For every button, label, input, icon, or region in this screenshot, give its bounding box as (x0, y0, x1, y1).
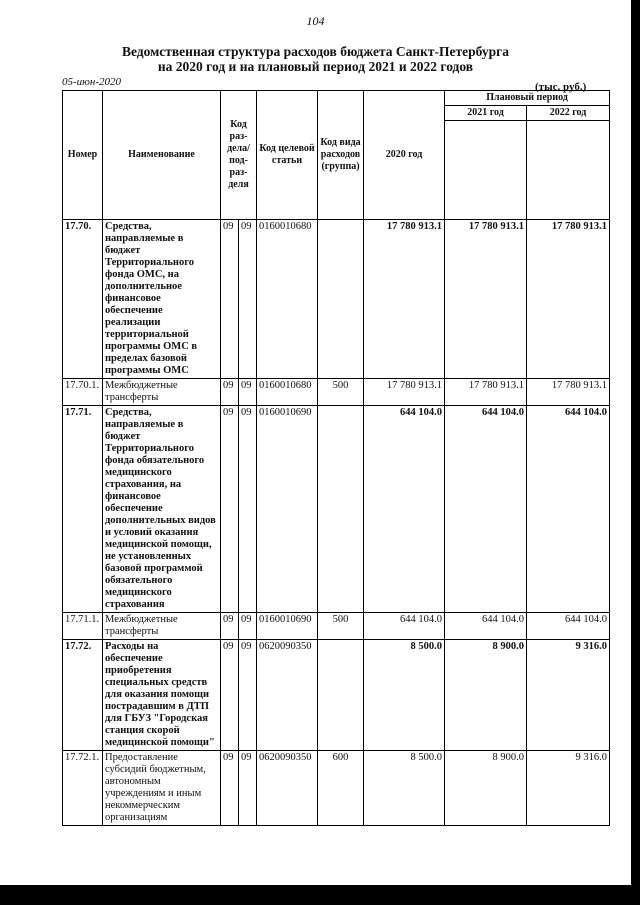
title-line-2: на 2020 год и на плановый период 2021 и 2022 годов (157, 59, 474, 74)
row-amount-2022: 9 316.0 (527, 751, 610, 826)
row-section: 09 (221, 406, 239, 613)
row-target-code: 0160010680 (257, 220, 318, 379)
table-row (63, 406, 610, 613)
row-number: 17.72.1. (63, 751, 103, 826)
row-expense-type: 600 (318, 751, 364, 826)
row-expense-type (318, 220, 364, 379)
row-amount-2021: 8 900.0 (445, 640, 527, 751)
row-amount-2020: 8 500.0 (364, 640, 445, 751)
row-number: 17.70. (63, 220, 103, 379)
header-planned-period: Плановый период (445, 91, 610, 106)
row-subsection: 09 (239, 220, 257, 379)
header-2021: 2021 год (445, 106, 527, 121)
header-blank-2022 (527, 121, 610, 220)
row-name: Средства, направляемые в бюджет Территориального фонда обязательного медицинского страхования, на финансовое обеспечение дополнительных видов и условий оказания медицинской помощи, не установленных базовой программой обязательного медицинского страхования (103, 406, 221, 613)
row-subsection: 09 (239, 613, 257, 640)
row-amount-2020: 8 500.0 (364, 751, 445, 826)
row-section: 09 (221, 379, 239, 406)
page-number: 104 (306, 14, 325, 28)
document-date: 05-июн-2020 (62, 76, 122, 88)
header-blank-2021 (445, 121, 527, 220)
row-subsection: 09 (239, 640, 257, 751)
row-expense-type: 500 (318, 379, 364, 406)
budget-table (62, 90, 610, 826)
row-amount-2020: 17 780 913.1 (364, 379, 445, 406)
row-target-code: 0160010690 (257, 406, 318, 613)
row-number: 17.71.1. (63, 613, 103, 640)
header-2022: 2022 год (527, 106, 610, 121)
header-number: Номер (63, 91, 103, 220)
document-title (0, 44, 631, 74)
table-row (63, 640, 610, 751)
row-amount-2022: 17 780 913.1 (527, 379, 610, 406)
row-target-code: 0620090350 (257, 751, 318, 826)
row-target-code: 0620090350 (257, 640, 318, 751)
row-number: 17.71. (63, 406, 103, 613)
row-target-code: 0160010690 (257, 613, 318, 640)
row-subsection: 09 (239, 751, 257, 826)
units-label: (тыс. руб.) (535, 81, 587, 93)
row-name: Средства, направляемые в бюджет Территориального фонда ОМС, на дополнительное финансовое обеспечение реализации территориальной программы ОМС в пределах базовой программы ОМС (103, 220, 221, 379)
row-name: Межбюджетные трансферты (103, 379, 221, 406)
row-amount-2021: 644 104.0 (445, 406, 527, 613)
row-section: 09 (221, 640, 239, 751)
row-section: 09 (221, 613, 239, 640)
row-subsection: 09 (239, 379, 257, 406)
row-name: Межбюджетные трансферты (103, 613, 221, 640)
header-section-code: Код раз-дела/ под-раз-деля (221, 91, 257, 220)
row-subsection: 09 (239, 406, 257, 613)
row-amount-2022: 644 104.0 (527, 613, 610, 640)
row-expense-type (318, 640, 364, 751)
row-amount-2021: 17 780 913.1 (445, 379, 527, 406)
row-amount-2021: 8 900.0 (445, 751, 527, 826)
table-row (63, 379, 610, 406)
row-number: 17.70.1. (63, 379, 103, 406)
row-target-code: 0160010680 (257, 379, 318, 406)
table-row (63, 220, 610, 379)
table-row (63, 751, 610, 826)
row-amount-2020: 644 104.0 (364, 613, 445, 640)
table-row (63, 613, 610, 640)
row-number: 17.72. (63, 640, 103, 751)
row-expense-type: 500 (318, 613, 364, 640)
row-amount-2021: 644 104.0 (445, 613, 527, 640)
row-section: 09 (221, 751, 239, 826)
row-amount-2020: 644 104.0 (364, 406, 445, 613)
row-name: Предоставление субсидий бюджетным, автономным учреждениям и иным некоммерческим организациям (103, 751, 221, 826)
budget-table-body (63, 220, 610, 826)
row-amount-2022: 9 316.0 (527, 640, 610, 751)
row-amount-2022: 644 104.0 (527, 406, 610, 613)
row-amount-2021: 17 780 913.1 (445, 220, 527, 379)
header-expense-type: Код вида расходов (группа) (318, 91, 364, 220)
row-section: 09 (221, 220, 239, 379)
row-amount-2022: 17 780 913.1 (527, 220, 610, 379)
title-line-1: Ведомственная структура расходов бюджета Санкт-Петербурга (121, 44, 510, 59)
row-amount-2020: 17 780 913.1 (364, 220, 445, 379)
header-target-code: Код целевой статьи (257, 91, 318, 220)
row-name: Расходы на обеспечение приобретения специальных средств для оказания помощи пострадавшим в ДТП для ГБУЗ "Городская станция скорой медицинской помощи" (103, 640, 221, 751)
header-2020: 2020 год (364, 91, 445, 220)
header-name: Наименование (103, 91, 221, 220)
row-expense-type (318, 406, 364, 613)
